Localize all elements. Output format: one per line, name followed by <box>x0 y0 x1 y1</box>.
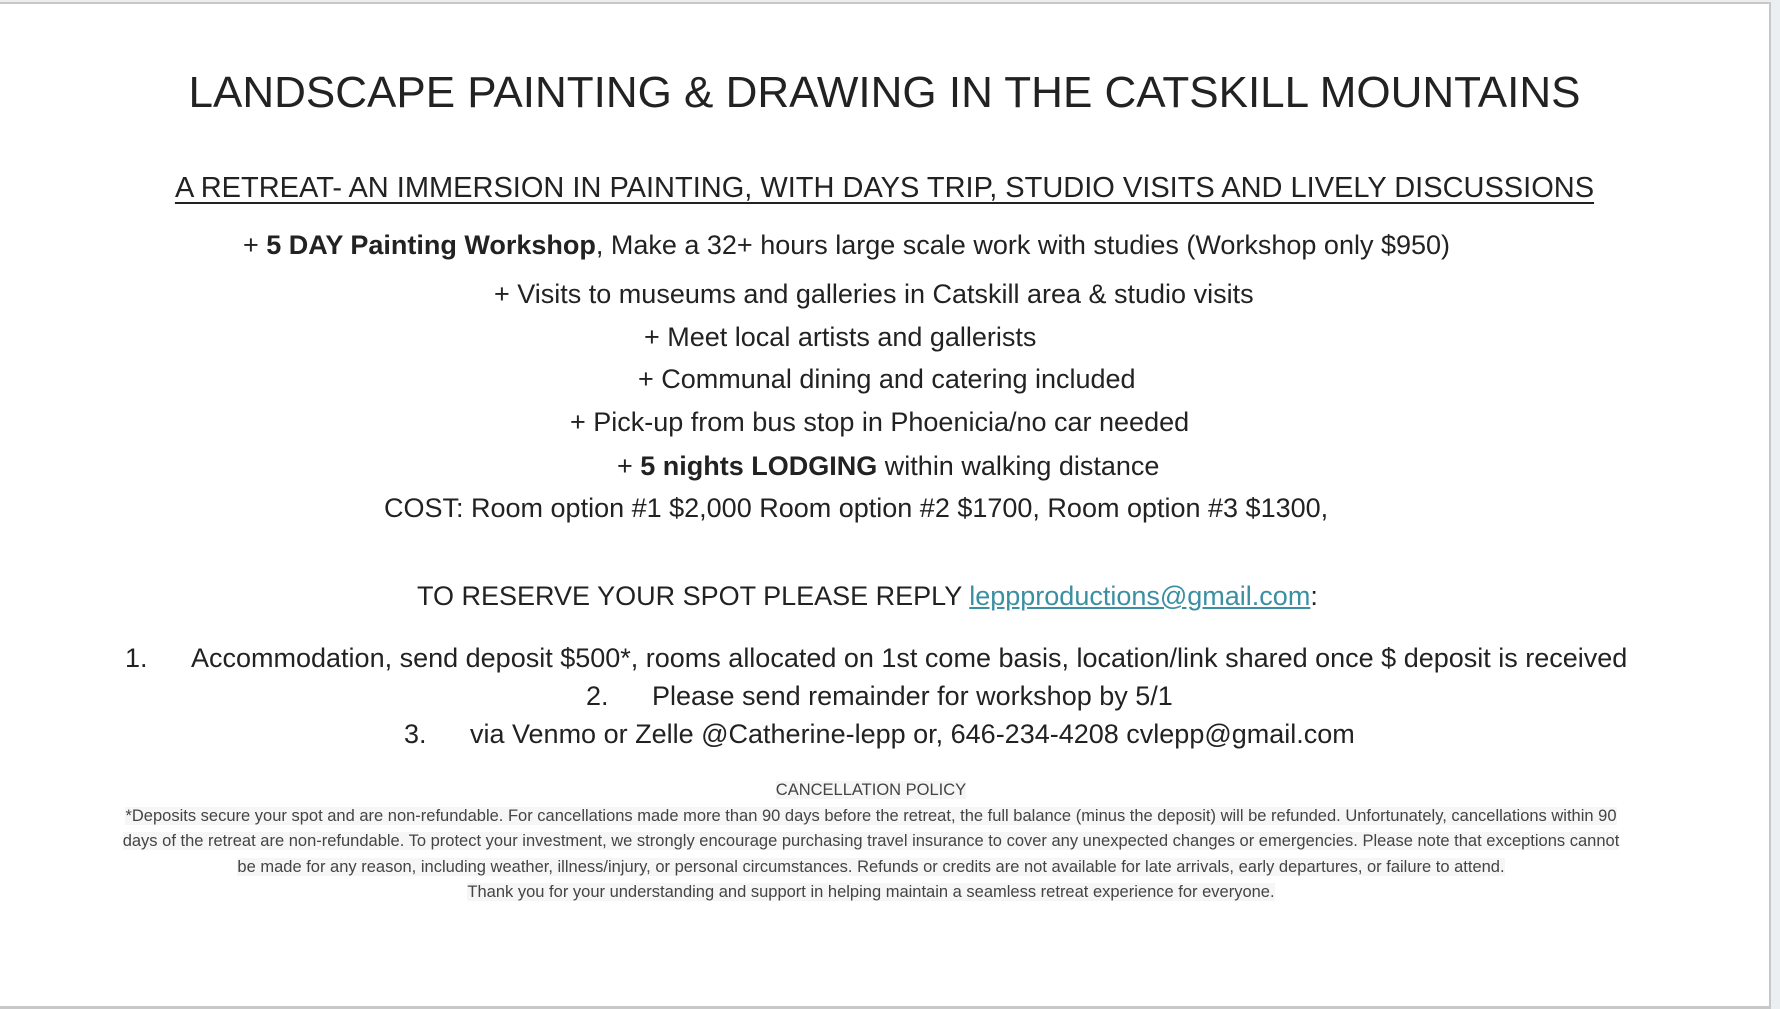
policy-line <box>0 807 1742 826</box>
bullet-prefix: + <box>243 230 267 260</box>
bullet-dining: + Communal dining and catering included <box>638 364 1136 394</box>
policy-heading <box>0 781 1742 800</box>
policy-line <box>0 883 1742 902</box>
reserve-suffix: : <box>1310 581 1318 611</box>
reserve-text: TO RESERVE YOUR SPOT PLEASE REPLY <box>417 581 970 611</box>
bullet-text: , Make a 32+ hours large scale work with studies (Workshop only $950) <box>595 230 1451 260</box>
policy-text: Thank you for your understanding and support in helping maintain a seamless retreat experience for everyone. <box>467 883 1275 901</box>
bullet-prefix: + <box>617 451 641 481</box>
bullet-bold: 5 DAY Painting Workshop <box>266 230 596 260</box>
document-page <box>0 2 1771 1009</box>
bullet-meet-artists: + Meet local artists and gallerists <box>644 322 1037 352</box>
bullet-workshop <box>243 230 1450 261</box>
step-text: via Venmo or Zelle @Catherine-lepp or, 646-234-4208 cvlepp@gmail.com <box>470 719 1355 749</box>
step-3 <box>404 719 1355 750</box>
step-number: 3. <box>404 719 427 749</box>
policy-heading-text: CANCELLATION POLICY <box>775 781 967 799</box>
policy-text: be made for any reason, including weather, illness/injury, or personal circumstances. Refunds or credits are not available for late arrivals, early departures, or failure to attend. <box>237 858 1505 876</box>
bullet-text: within walking distance <box>877 451 1160 481</box>
bullet-bold: 5 nights LODGING <box>640 451 878 481</box>
step-text: Please send remainder for workshop by 5/1 <box>652 681 1173 711</box>
bullet-visits: + Visits to museums and galleries in Catskill area & studio visits <box>494 279 1254 309</box>
policy-line <box>0 832 1742 851</box>
policy-line <box>0 858 1742 877</box>
page-title: LANDSCAPE PAINTING & DRAWING IN THE CATSKILL MOUNTAINS <box>188 68 1581 117</box>
cost-line: COST: Room option #1 $2,000 Room option #2 $1700, Room option #3 $1300, <box>384 493 1329 523</box>
step-number: 1. <box>125 643 148 673</box>
bullet-lodging <box>617 451 1159 482</box>
step-2 <box>586 681 1173 712</box>
reserve-line <box>417 581 1318 612</box>
policy-text: *Deposits secure your spot and are non-refundable. For cancellations made more than 90 days before the retreat, the full balance (minus the deposit) will be refunded. Unfortunately, cancellations within 90 <box>125 807 1617 825</box>
policy-text: days of the retreat are non-refundable. To protect your investment, we strongly encourage purchasing travel insurance to cover any unexpected changes or emergencies. Please note that exceptions cannot <box>122 832 1620 850</box>
subtitle: A RETREAT- AN IMMERSION IN PAINTING, WITH DAYS TRIP, STUDIO VISITS AND LIVELY DISCUSSIONS <box>174 172 1595 204</box>
step-1 <box>125 643 1627 674</box>
step-text: Accommodation, send deposit $500*, rooms allocated on 1st come basis, location/link shared once $ deposit is received <box>191 643 1628 673</box>
step-number: 2. <box>586 681 609 711</box>
email-link[interactable]: leppproductions@gmail.com <box>969 581 1311 611</box>
bullet-pickup: + Pick-up from bus stop in Phoenicia/no car needed <box>570 407 1190 437</box>
